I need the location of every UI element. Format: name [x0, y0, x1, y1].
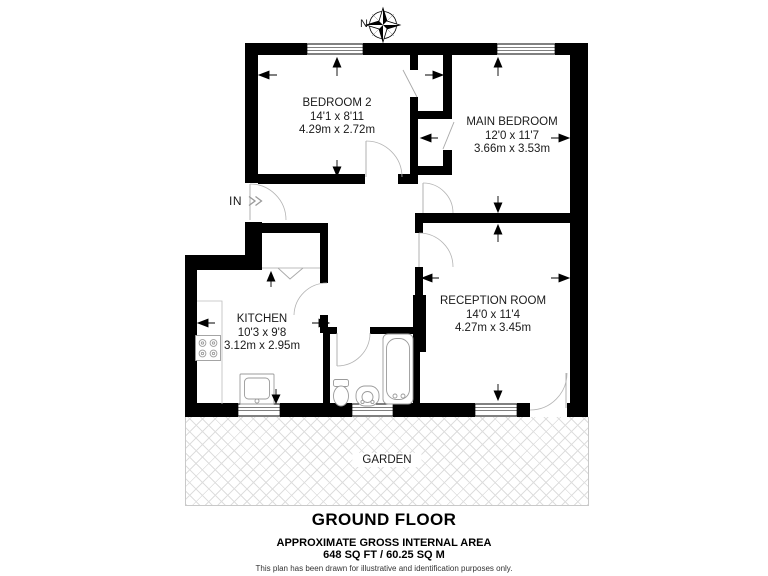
- wall-segment: [363, 43, 497, 55]
- dimension-arrow: [421, 134, 438, 142]
- window: [497, 44, 555, 54]
- garden-door: [530, 373, 567, 410]
- room-size-imperial: 14'0 x 11'4: [465, 308, 521, 321]
- dimension-arrow: [494, 58, 502, 76]
- area-heading: APPROXIMATE GROSS INTERNAL AREA: [276, 537, 492, 549]
- room-name: BEDROOM 2: [302, 97, 372, 109]
- wall-segment: [517, 403, 530, 417]
- wall-segment: [320, 223, 328, 283]
- room-name: RECEPTION ROOM: [439, 295, 547, 307]
- dimension-arrow: [422, 274, 439, 282]
- dimension-arrow: [267, 272, 275, 287]
- basin-icon: [356, 386, 379, 406]
- wall-segment: [413, 295, 426, 352]
- closet-door-leaf: [443, 122, 454, 149]
- room-name: KITCHEN: [236, 313, 288, 325]
- room-size-metric: 3.12m x 2.95m: [223, 340, 301, 352]
- wall-segment: [323, 327, 337, 334]
- kitchen-sink-icon: [240, 374, 274, 404]
- bedroom2-door: [366, 141, 402, 177]
- window: [238, 404, 280, 416]
- wall-segment: [410, 166, 452, 175]
- window: [475, 404, 517, 416]
- floor-title: GROUND FLOOR: [311, 510, 457, 529]
- wall-segment: [570, 43, 588, 417]
- wall-segment: [258, 174, 365, 184]
- dimension-arrow: [551, 274, 569, 282]
- wall-segment: [398, 174, 418, 184]
- wall-segment: [245, 43, 258, 183]
- wall-segment: [323, 333, 330, 403]
- wall-segment: [415, 267, 423, 295]
- room-size-metric: 4.27m x 3.45m: [454, 322, 532, 334]
- wall-segment: [410, 53, 418, 70]
- entrance-door: [250, 184, 286, 220]
- entrance-chevrons-icon: [249, 197, 262, 206]
- garden-label: GARDEN: [352, 453, 421, 467]
- wall-segment: [410, 97, 418, 175]
- window: [307, 44, 363, 54]
- room-name: MAIN BEDROOM: [466, 116, 558, 128]
- room-label-main-bedroom: [466, 116, 557, 157]
- dimension-arrow: [333, 58, 341, 76]
- wall-segment: [262, 223, 328, 233]
- room-size-imperial: 12'0 x 11'7: [484, 129, 540, 142]
- wall-segment: [415, 213, 588, 223]
- reception-door: [419, 233, 453, 267]
- compass-icon: [366, 8, 400, 42]
- wall-segment: [245, 222, 262, 257]
- wall-segment: [370, 327, 413, 334]
- room-size-imperial: 14'1 x 8'11: [309, 110, 365, 123]
- wall-segment: [567, 403, 588, 417]
- dimension-arrow: [259, 71, 277, 79]
- wall-segment: [413, 352, 420, 403]
- dimension-arrow: [494, 196, 502, 212]
- wall-segment: [443, 53, 452, 111]
- entrance-in-label: IN: [229, 194, 242, 208]
- dimension-arrow: [425, 71, 443, 79]
- disclaimer-text: This plan has been drawn for illustrative and identification purposes only.: [255, 564, 513, 573]
- dimension-arrow: [198, 319, 215, 327]
- wall-segment: [393, 403, 475, 417]
- compass-north-label: N: [360, 18, 368, 30]
- room-label-reception: [440, 295, 546, 336]
- room-label-bedroom2: [299, 97, 375, 138]
- room-label-kitchen: [224, 313, 300, 354]
- room-size-imperial: 10'3 x 9'8: [237, 326, 287, 339]
- area-value: 648 SQ FT / 60.25 SQ M: [323, 549, 445, 561]
- bathroom-door: [337, 333, 370, 366]
- room-size-metric: 4.29m x 2.72m: [298, 124, 376, 136]
- dimension-arrow: [494, 225, 502, 242]
- main-bedroom-door: [423, 183, 453, 213]
- room-size-metric: 3.66m x 3.53m: [473, 143, 551, 155]
- hob-icon: [196, 336, 221, 361]
- bathtub-icon: [383, 334, 413, 404]
- closet-door-leaf: [403, 70, 417, 97]
- toilet-icon: [334, 380, 349, 407]
- wall-segment: [415, 223, 423, 233]
- dimension-arrow: [333, 160, 341, 176]
- dimension-arrow: [494, 384, 502, 400]
- wall-segment: [410, 111, 452, 119]
- kitchen-door: [294, 283, 327, 315]
